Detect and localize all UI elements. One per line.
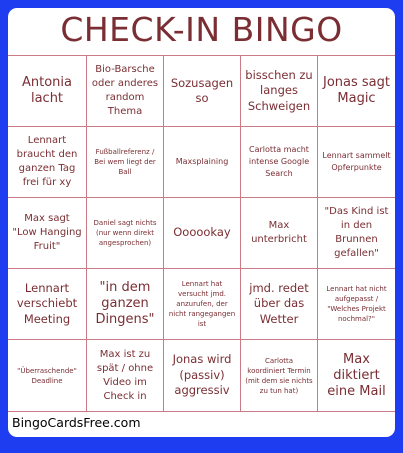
- bingo-cell[interactable]: "in dem ganzen Dingens": [87, 269, 164, 340]
- bingo-cell[interactable]: Oooookay: [164, 198, 241, 269]
- bingo-grid: [8, 55, 395, 412]
- bingo-cell[interactable]: Lennart braucht den ganzen Tag frei für xy: [8, 127, 87, 198]
- bingo-cell[interactable]: Jonas sagt Magic: [318, 56, 395, 127]
- bingo-cell[interactable]: Lennart hat nicht aufgepasst / "Welches Projekt nochmal?": [318, 269, 395, 340]
- bingo-cell[interactable]: Jonas wird (passiv) aggressiv: [164, 340, 241, 411]
- bingo-cell[interactable]: jmd. redet über das Wetter: [241, 269, 318, 340]
- bingo-cell[interactable]: "Das Kind ist in den Brunnen gefallen": [318, 198, 395, 269]
- bingo-cell[interactable]: Sozusagen so: [164, 56, 241, 127]
- card-title: CHECK-IN BINGO: [60, 10, 343, 49]
- bingo-cell[interactable]: Daniel sagt nichts (nur wenn direkt angesprochen): [87, 198, 164, 269]
- bingo-cell[interactable]: Maxsplaining: [164, 127, 241, 198]
- bingo-cell[interactable]: Carlotta macht intense Google Search: [241, 127, 318, 198]
- bingo-card: [8, 8, 395, 437]
- bingo-cell[interactable]: Max sagt "Low Hanging Fruit": [8, 198, 87, 269]
- bingo-cell[interactable]: Max unterbricht: [241, 198, 318, 269]
- bingo-cell[interactable]: Lennart verschiebt Meeting: [8, 269, 87, 340]
- bingo-cell[interactable]: bisschen zu langes Schweigen: [241, 56, 318, 127]
- bingo-cell[interactable]: Max ist zu spät / ohne Video im Check in: [87, 340, 164, 411]
- bingo-cell[interactable]: Max diktiert eine Mail: [327, 351, 386, 399]
- footer-credit: BingoCardsFree.com: [12, 415, 141, 430]
- bingo-cell[interactable]: Lennart sammelt Opferpunkte: [318, 127, 395, 198]
- bingo-cell[interactable]: Fußballreferenz / Bei wem liegt der Ball: [87, 127, 164, 198]
- bingo-cell[interactable]: Lennart hat versucht jmd. anzurufen, der nicht rangegangen ist: [164, 269, 241, 340]
- bingo-cell[interactable]: Carlotta koordiniert Termin (mit dem sie nichts zu tun hat): [241, 340, 318, 411]
- bingo-cell[interactable]: "Überraschende" Deadline: [8, 340, 87, 411]
- bingo-cell[interactable]: Bio-Barsche oder anderes random Thema: [87, 56, 164, 127]
- bingo-cell[interactable]: Antonia lacht: [8, 56, 87, 127]
